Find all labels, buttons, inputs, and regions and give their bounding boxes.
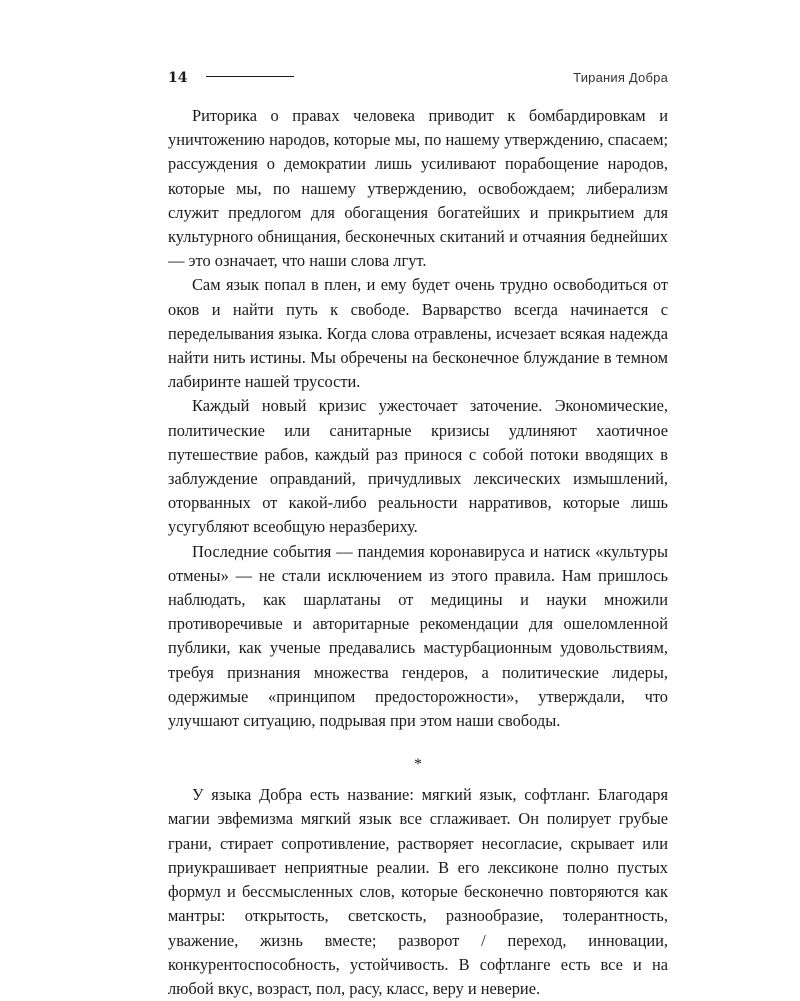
section-separator: * xyxy=(414,756,422,774)
page-number: 14 xyxy=(168,70,188,86)
paragraph: У языка Добра есть название: мягкий язык, софтланг. Благодаря магии эвфемизма мягкий язык все сглаживает. Он полирует грубые грани, стирает сопротивление, растворяет несогласие, скрывает или приукрашивает неприятные реалии. В его лексиконе полно пустых формул и бессмысленных слов, которые бесконечно повторяются как мантры: открытость, светскость, разнообразие, толерантность, уважение, жизнь вместе; разворот / переход, инновации, конкурентоспособность, устойчивость. В софтланге есть все и на любой вкус, возраст, пол, расу, класс, веру и неверие. xyxy=(168,785,668,998)
running-title: Тирания Добра xyxy=(573,70,668,85)
paragraph: Сам язык попал в плен, и ему будет очень трудно освободиться от оков и найти путь к свободе. Варварство всегда начинается с переделывания языка. Когда слова отравлены, исчезает всякая надежда найти нить истины. Мы обречены на бесконечное блуждание в темном лабиринте нашей трусости. xyxy=(168,275,668,392)
paragraph: Последние события — пандемия коронавируса и натиск «культуры отмены» — не стали исключением из этого правила. Нам пришлось наблюдать, как шарлатаны от медицины и науки множили противоречивые и авторитарные рекомендации для ошеломленной публики, как ученые предавались мастурбационным удовольствиям, требуя признания множества гендеров, а политические лидеры, одержимые «принципом предосторожности», утверждали, что улучшают ситуацию, подрывая при этом наши свободы. xyxy=(168,541,668,731)
paragraph: Риторика о правах человека приводит к бомбардировкам и уничтожению народов, которые мы, по нашему утверждению, спасаем; рассуждения о демократии лишь усиливают порабощение народов, которые мы, по нашему утверждению, освобождаем; либерализм служит предлогом для обогащения богатейших и прикрытием для культурного обнищания, бесконечных скитаний и отчаяния беднейших — это означает, что наши слова лгут. xyxy=(168,106,668,271)
header-rule xyxy=(206,76,294,77)
page-header xyxy=(168,68,668,88)
body-text xyxy=(168,104,668,1001)
paragraph: Каждый новый кризис ужесточает заточение. Экономические, политические или санитарные кризисы удлиняют хаотичное путешествие рабов, каждый раз принося с собой потоки вводящих в заблуждение оправданий, причудливых лексических измышлений, оторванных от какой-либо реальности нарративов, которые лишь усугубляют всеобщую неразбериху. xyxy=(168,396,668,537)
